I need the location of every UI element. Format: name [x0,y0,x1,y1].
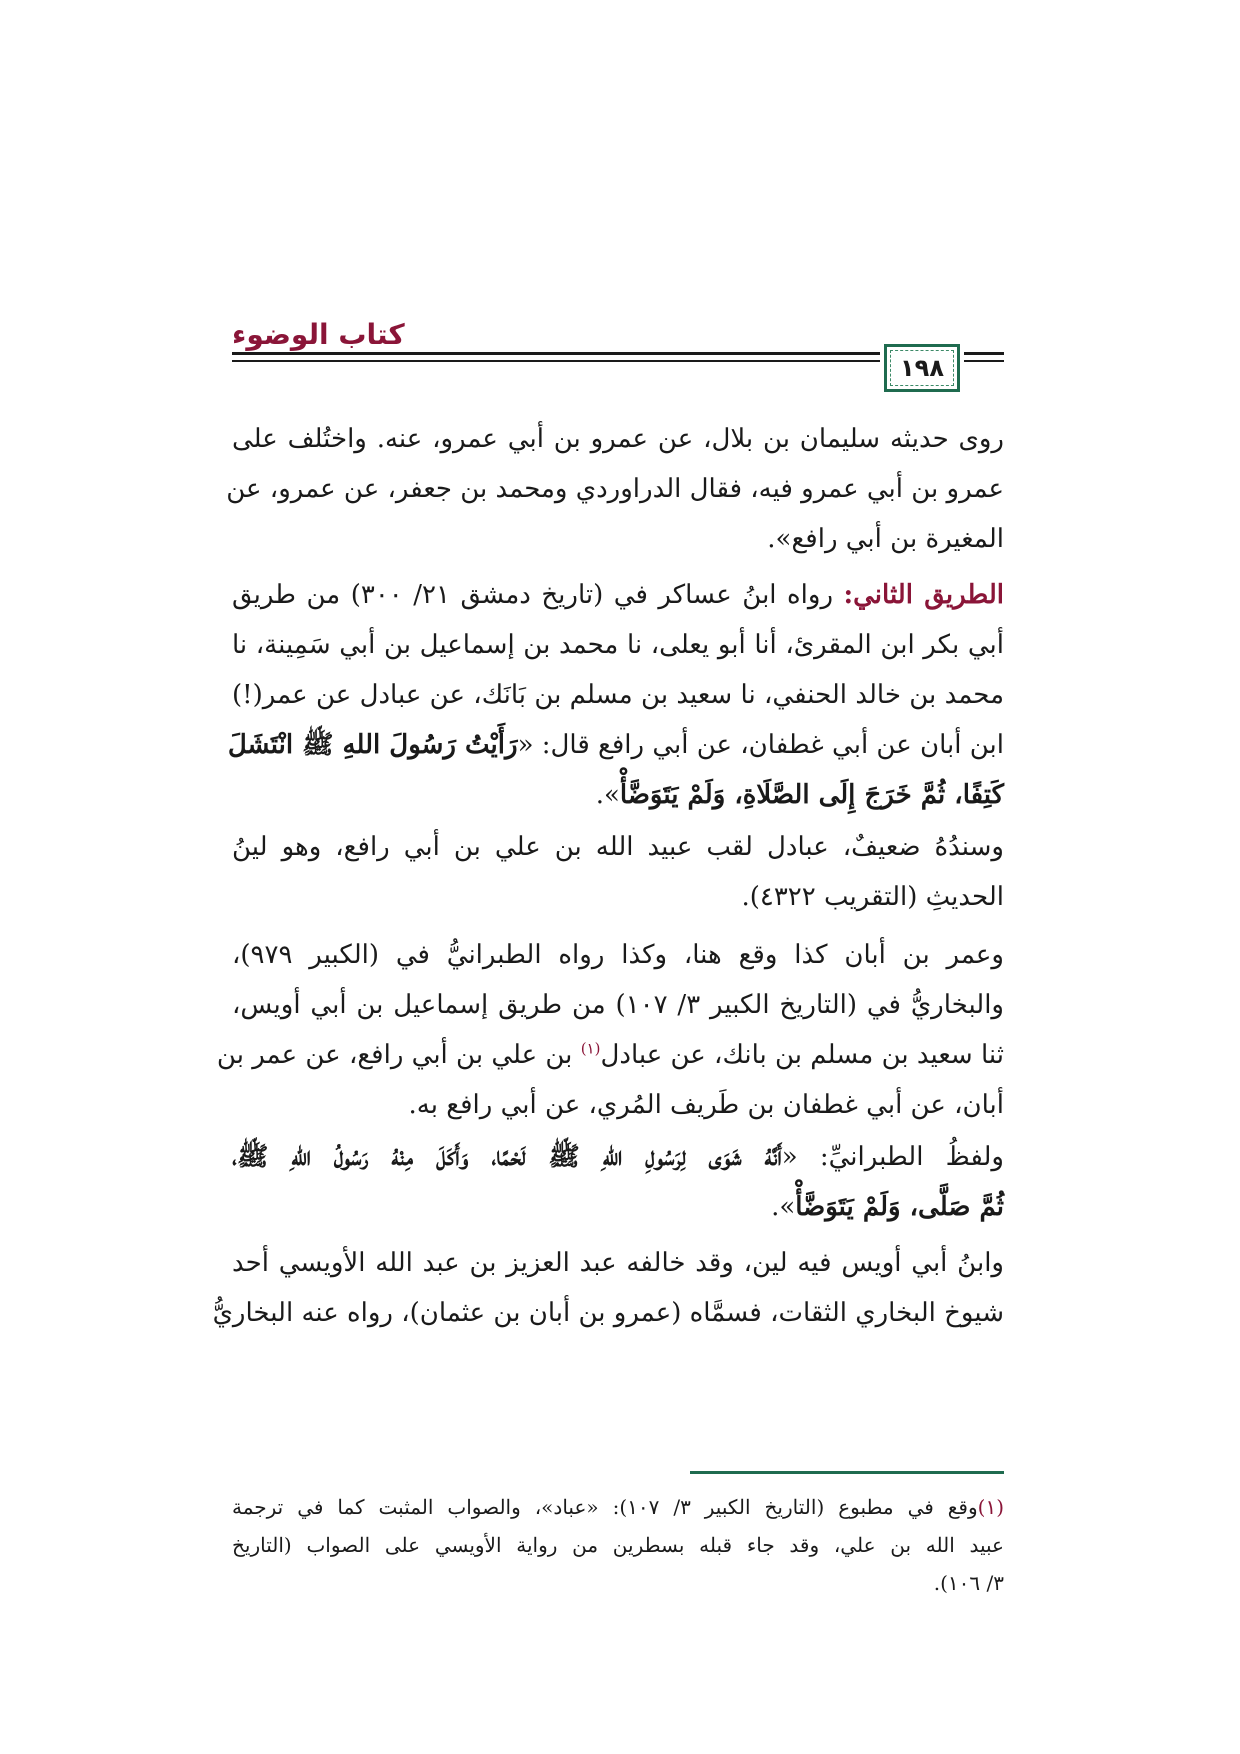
header-rule-bottom [232,360,880,362]
text-line: وعمر بن أبان كذا وقع هنا، وكذا رواه الطبرانيُّ في (الكبير ٩٧٩)، [232,940,1004,970]
text-line [232,1182,1004,1232]
text-run: ». [771,1192,796,1222]
hadith-text: كَتِفًا، ثُمَّ خَرَجَ إِلَى الصَّلَاةِ، وَلَمْ يَتَوَضَّأْ [619,780,1004,810]
text-run: ولفظُ الطبرانيِّ: « [781,1142,1004,1172]
section-heading: الطريق الثاني: [843,580,1004,610]
paragraph-6 [212,1238,1004,1338]
hadith-text: رَأَيْتُ رَسُولَ اللهِ ﷺ انْتَشَلَ [227,730,518,760]
paragraph-1 [226,414,1004,564]
text-line [232,1132,1004,1182]
footnote-marker: (١) [977,1495,1004,1519]
hadith-text: أَنَّهُ شَوَى لِرَسُولِ اللهِ ﷺ لَحْمًا، وَأَكَلَ مِنْهُ رَسُولُ اللهِ ﷺ، [232,1142,782,1172]
header-rule-right-bottom [964,360,1004,362]
page-number: ١٩٨ [900,354,944,382]
text-line [232,570,1004,620]
footnote-separator [690,1471,1004,1474]
text-line: الحديثِ (التقريب ٤٣٢٢). [741,882,1004,912]
paragraph-2 [227,570,1004,820]
paragraph-5 [232,1132,1004,1232]
footnote-line: عبيد الله بن علي، وقد جاء قبله بسطرين من رواية الأويسي على الصواب (التاريخ [232,1533,1004,1557]
text-line: محمد بن خالد الحنفي، نا سعيد بن مسلم بن بَانَك، عن عبادل عن عمر(!) [232,680,1004,710]
footnote-reference[interactable]: (١) [580,1039,601,1058]
text-run: رواه ابنُ عساكر في (تاريخ دمشق ٢١/ ٣٠٠) من طريق [232,580,844,610]
text-run: ». [595,780,620,810]
header-rule-right-top [964,352,1004,355]
text-line [232,770,1004,820]
text-run: وقع في مطبوع (التاريخ الكبير ٣/ ١٠٧): «عباد»، والصواب المثبت كما في ترجمة [232,1495,978,1519]
footnote [232,1488,1004,1602]
text-line: وسندُهُ ضعيفٌ، عبادل لقب عبيد الله بن علي بن أبي رافع، وهو لينُ [232,832,1004,862]
text-line [227,720,1004,770]
page-number-badge [884,344,960,392]
hadith-text: ثُمَّ صَلَّى، وَلَمْ يَتَوَضَّأْ [795,1192,1004,1222]
paragraph-3 [232,822,1004,922]
text-line: المغيرة بن أبي رافع». [767,524,1004,554]
text-line: روى حديثه سليمان بن بلال، عن عمرو بن أبي عمرو، عنه. واختُلف على [232,424,1004,454]
text-line: وابنُ أبي أويس فيه لين، وقد خالفه عبد العزيز بن عبد الله الأويسي أحد [232,1248,1004,1278]
book-title: كتاب الوضوء [232,318,405,351]
paragraph-4 [216,930,1004,1130]
text-line: والبخاريُّ في (التاريخ الكبير ٣/ ١٠٧) من طريق إسماعيل بن أبي أويس، [232,990,1004,1020]
text-line: عمرو بن أبي عمرو فيه، فقال الدراوردي ومحمد بن جعفر، عن عمرو، عن [226,474,1004,504]
text-line: أبي بكر ابن المقرئ، أنا أبو يعلى، نا محمد بن إسماعيل بن أبي سَمِينة، نا [232,630,1004,660]
header-rule-top [232,352,880,355]
text-run: بن علي بن أبي رافع، عن عمر بن [216,1040,581,1070]
footnote-line: ٣/ ١٠٦). [933,1571,1004,1595]
text-line: أبان، عن أبي غطفان بن طَريف المُري، عن أبي رافع به. [408,1090,1004,1120]
text-line [216,1030,1004,1080]
footnote-line [232,1488,1004,1526]
text-line: شيوخ البخاري الثقات، فسمَّاه (عمرو بن أبان بن عثمان)، رواه عنه البخاريُّ [212,1298,1004,1328]
text-run: ثنا سعيد بن مسلم بن بانك، عن عبادل [600,1040,1004,1070]
text-run: ابن أبان عن أبي غطفان، عن أبي رافع قال: « [517,730,1004,760]
